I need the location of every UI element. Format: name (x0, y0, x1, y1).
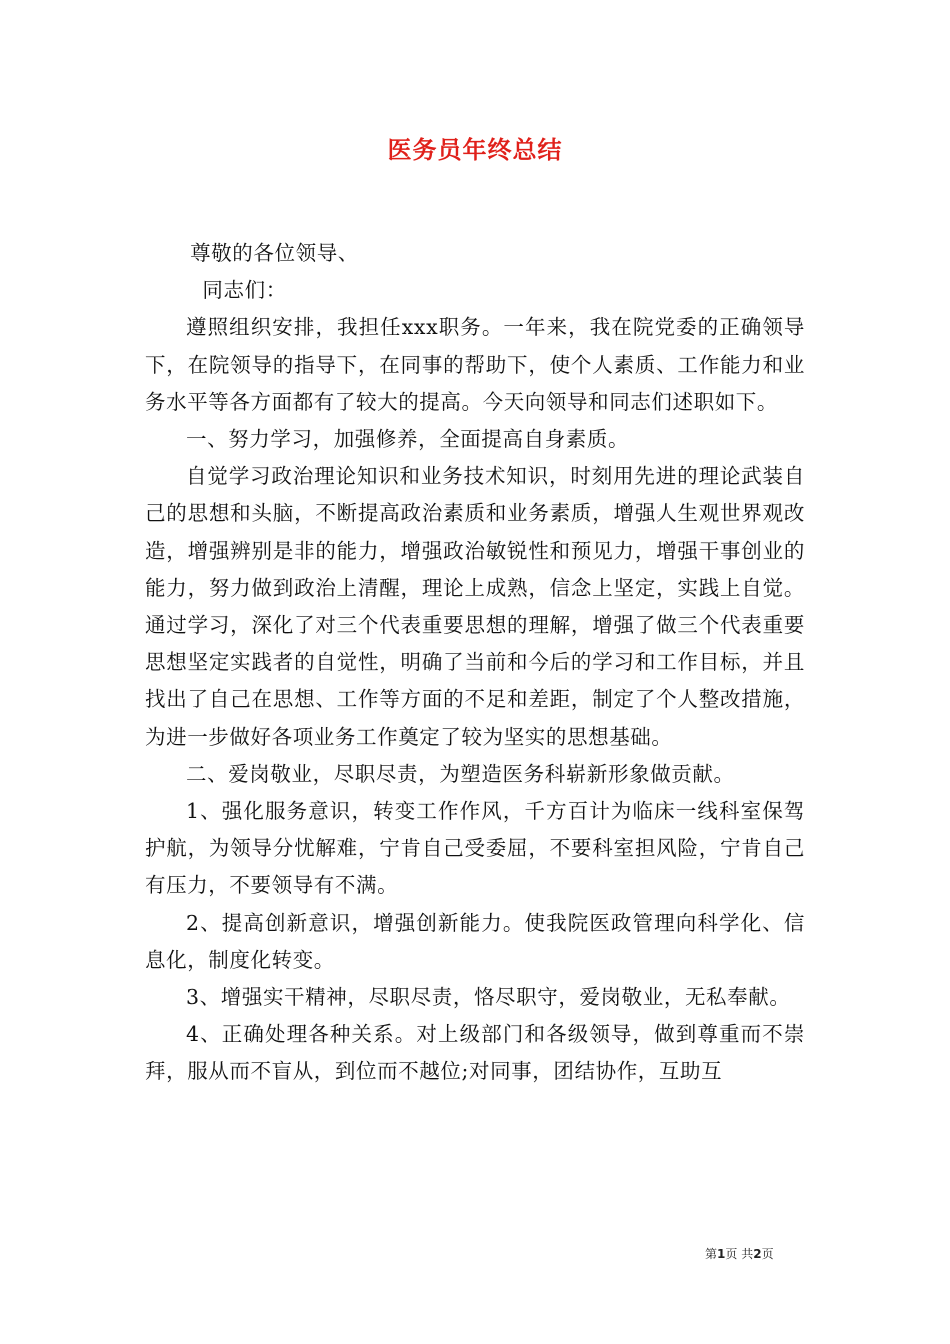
section-heading-1: 一、努力学习，加强修养，全面提高自身素质。 (186, 427, 630, 452)
footer-total-pages: 2 (753, 1247, 762, 1261)
footer-suffix: 页 (761, 1247, 774, 1261)
footer-current-page: 1 (717, 1247, 726, 1261)
paragraph-intro: 遵照组织安排，我担任xxx职务。一年来，我在院党委的正确领导下，在院领导的指导下，在同事的帮助下，使个人素质、工作能力和业务水平等各方面都有了较大的提高。今天向领导和同志们述职如下。 (145, 315, 805, 414)
salutation-line-2: 同志们： (202, 278, 287, 303)
document-title: 医务员年终总结 (387, 136, 563, 164)
list-item-3: 3、增强实干精神，尽职尽责，恪尽职守，爱岗敬业，无私奉献。 (186, 985, 791, 1010)
section-heading-2: 二、爱岗敬业，尽职尽责，为塑造医务科崭新形象做贡献。 (186, 761, 735, 786)
page-footer (705, 1245, 774, 1262)
paragraph-study: 自觉学习政治理论知识和业务技术知识，时刻用先进的理论武装自己的思想和头脑，不断提高政治素质和业务素质，增强人生观世界观改造，增强辨别是非的能力，增强政治敏锐性和预见力，增强干事创业的能力，努力做到政治上清醒，理论上成熟，信念上坚定，实践上自觉。通过学习，深化了对三个代表重要思想的理解，增强了做三个代表重要思想坚定实践者的自觉性，明确了当前和今后的学习和工作目标，并且找出了自己在思想、工作等方面的不足和差距，制定了个人整改措施，为进一步做好各项业务工作奠定了较为坚实的思想基础。 (145, 464, 805, 749)
list-item-1: 1、强化服务意识，转变工作作风，千方百计为临床一线科室保驾护航，为领导分忧解难，宁肯自己受委屈，不要科室担风险，宁肯自己有压力，不要领导有不满。 (145, 799, 805, 898)
footer-middle: 页 共 (725, 1247, 754, 1261)
footer-prefix: 第 (705, 1247, 718, 1261)
document-body (145, 235, 805, 1091)
salutation-line-1: 尊敬的各位领导、 (190, 241, 359, 265)
list-item-4: 4、正确处理各种关系。对上级部门和各级领导，做到尊重而不崇拜，服从而不盲从，到位而不越位;对同事，团结协作，互助互 (145, 1022, 805, 1084)
list-item-2: 2、提高创新意识，增强创新能力。使我院医政管理向科学化、信息化，制度化转变。 (145, 910, 805, 972)
